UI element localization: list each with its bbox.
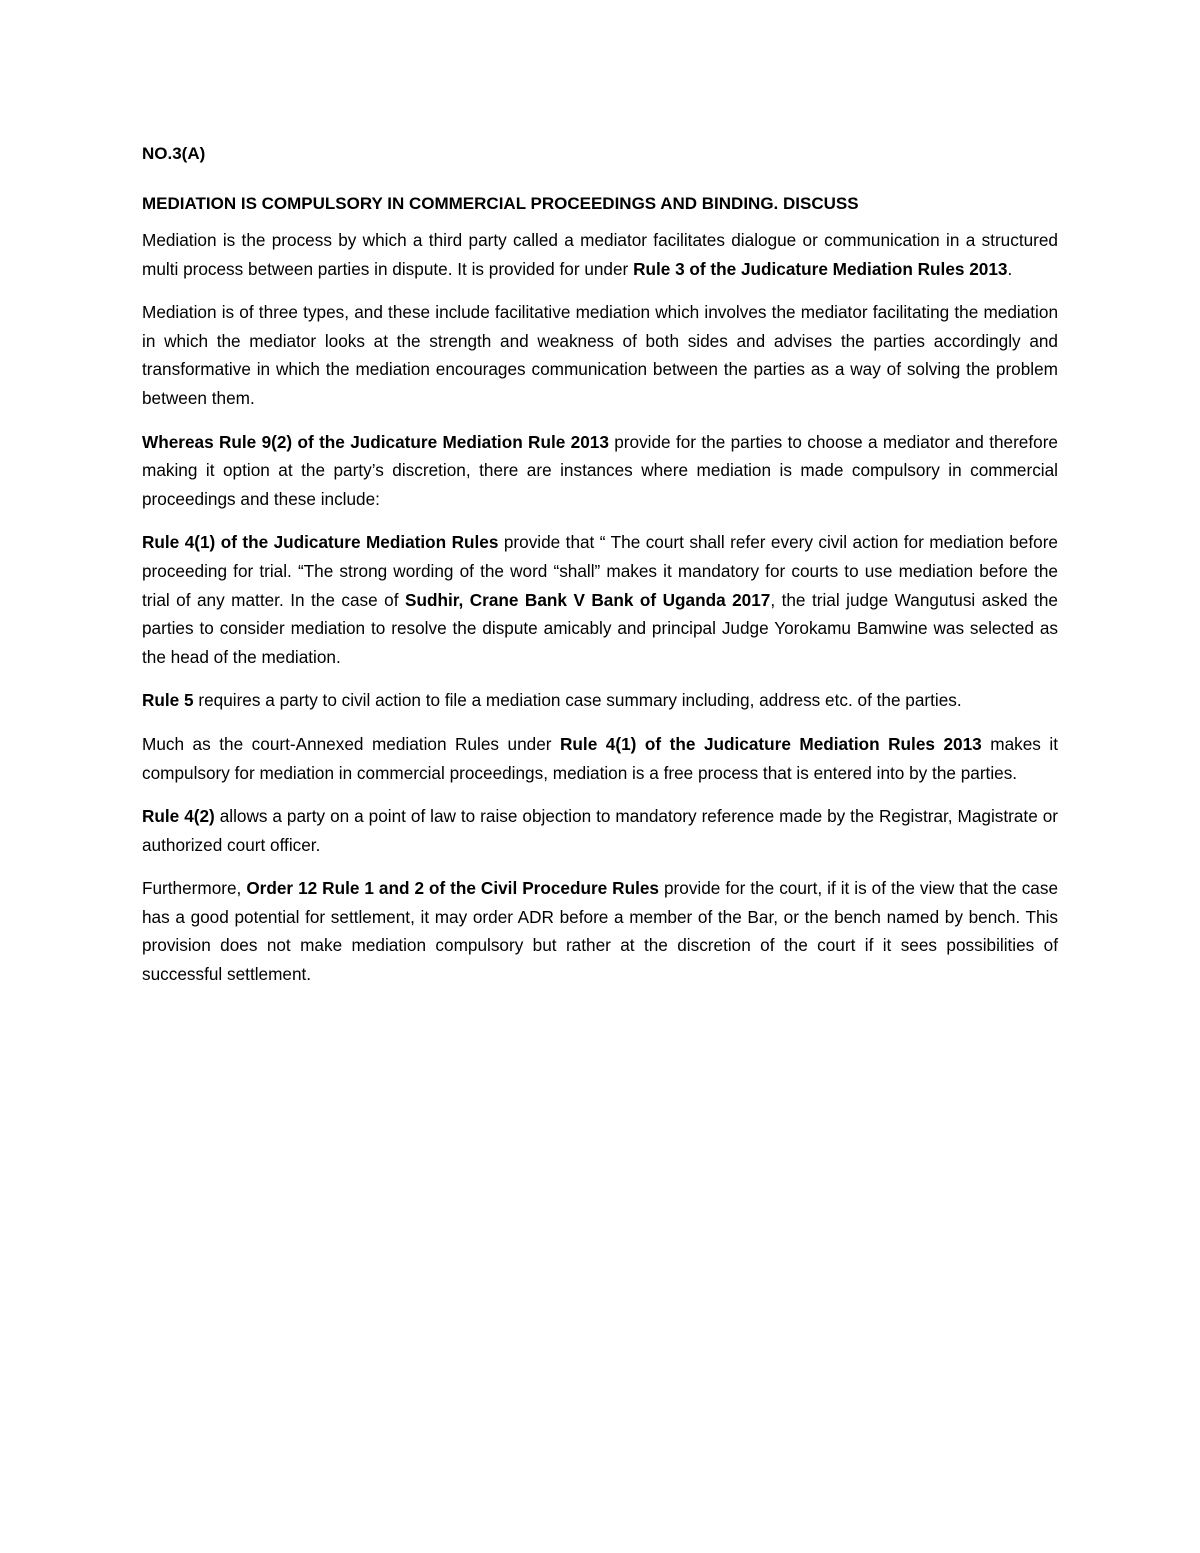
paragraph-text: requires a party to civil action to file a mediation case summary including, address etc. of the parties. <box>193 690 962 711</box>
paragraph-order-12 <box>142 874 1058 988</box>
paragraph-definition <box>142 226 1058 283</box>
paragraph-text: provide that “ The court shall refer every civil action for mediation before proceeding for trial. “The strong wording of the word “shall” makes it mandatory for courts to use mediation before the trial of any matter. In the case of <box>142 532 1058 610</box>
paragraph-rule-4-2 <box>142 802 1058 859</box>
document-page <box>142 140 1058 1004</box>
paragraph-rule-5 <box>142 686 1058 715</box>
paragraph-text: Mediation is the process by which a third party called a mediator facilitates dialogue or communication in a structured multi process between parties in dispute. It is provided for under <box>142 230 1058 279</box>
paragraph-text: , the trial judge Wangutusi asked the parties to consider mediation to resolve the dispute amicably and principal Judge Yorokamu Bamwine was selected as the head of the mediation. <box>142 589 1058 667</box>
case-citation: Sudhir, Crane Bank V Bank of Uganda 2017 <box>405 589 771 610</box>
legal-citation: Rule 4(2) <box>142 806 215 827</box>
legal-citation: Order 12 Rule 1 and 2 of the Civil Procedure Rules <box>246 878 659 899</box>
legal-citation: Whereas Rule 9(2) of the Judicature Mediation Rule 2013 <box>142 431 609 452</box>
paragraph-court-annexed <box>142 730 1058 787</box>
legal-citation: Rule 4(1) of the Judicature Mediation Rules 2013 <box>560 733 982 754</box>
paragraph-text: makes it compulsory for mediation in commercial proceedings, mediation is a free process that is entered into by the parties. <box>142 733 1058 783</box>
paragraph-rule-4-1 <box>142 528 1058 671</box>
paragraph-types <box>142 298 1058 412</box>
paragraph-text: provide for the court, if it is of the view that the case has a good potential for settlement, it may order ADR before a member of the Bar, or the bench named by bench. This provision does not make mediation compulsory but rather at the discretion of the court if it sees possibilities of successful settlement. <box>142 878 1059 985</box>
paragraph-rule-9 <box>142 428 1058 514</box>
document-number: NO.3(A) <box>142 144 206 163</box>
legal-citation: Rule 3 of the Judicature Mediation Rules 2013 <box>633 258 1008 279</box>
paragraph-text: allows a party on a point of law to raise objection to mandatory reference made by the Registrar, Magistrate or authorized court officer. <box>142 806 1058 855</box>
paragraph-text: . <box>1007 258 1013 279</box>
document-title: MEDIATION IS COMPULSORY IN COMMERCIAL PROCEEDINGS AND BINDING. DISCUSS <box>142 194 859 213</box>
legal-citation: Rule 4(1) of the Judicature Mediation Rules <box>142 532 499 553</box>
paragraph-text: provide for the parties to choose a mediator and therefore making it option at the party’s discretion, there are instances where mediation is made compulsory in commercial proceedings and these include: <box>142 431 1058 509</box>
paragraph-text: Much as the court-Annexed mediation Rules under <box>142 733 561 754</box>
paragraph-text: Mediation is of three types, and these include facilitative mediation which involves the mediator facilitating the mediation in which the mediator looks at the strength and weakness of both sides and advises the parties accordingly and transformative in which the mediation encourages communication between the parties as a way of solving the problem between them. <box>142 302 1058 408</box>
legal-citation: Rule 5 <box>142 690 194 711</box>
paragraph-text: Furthermore, <box>142 878 247 899</box>
